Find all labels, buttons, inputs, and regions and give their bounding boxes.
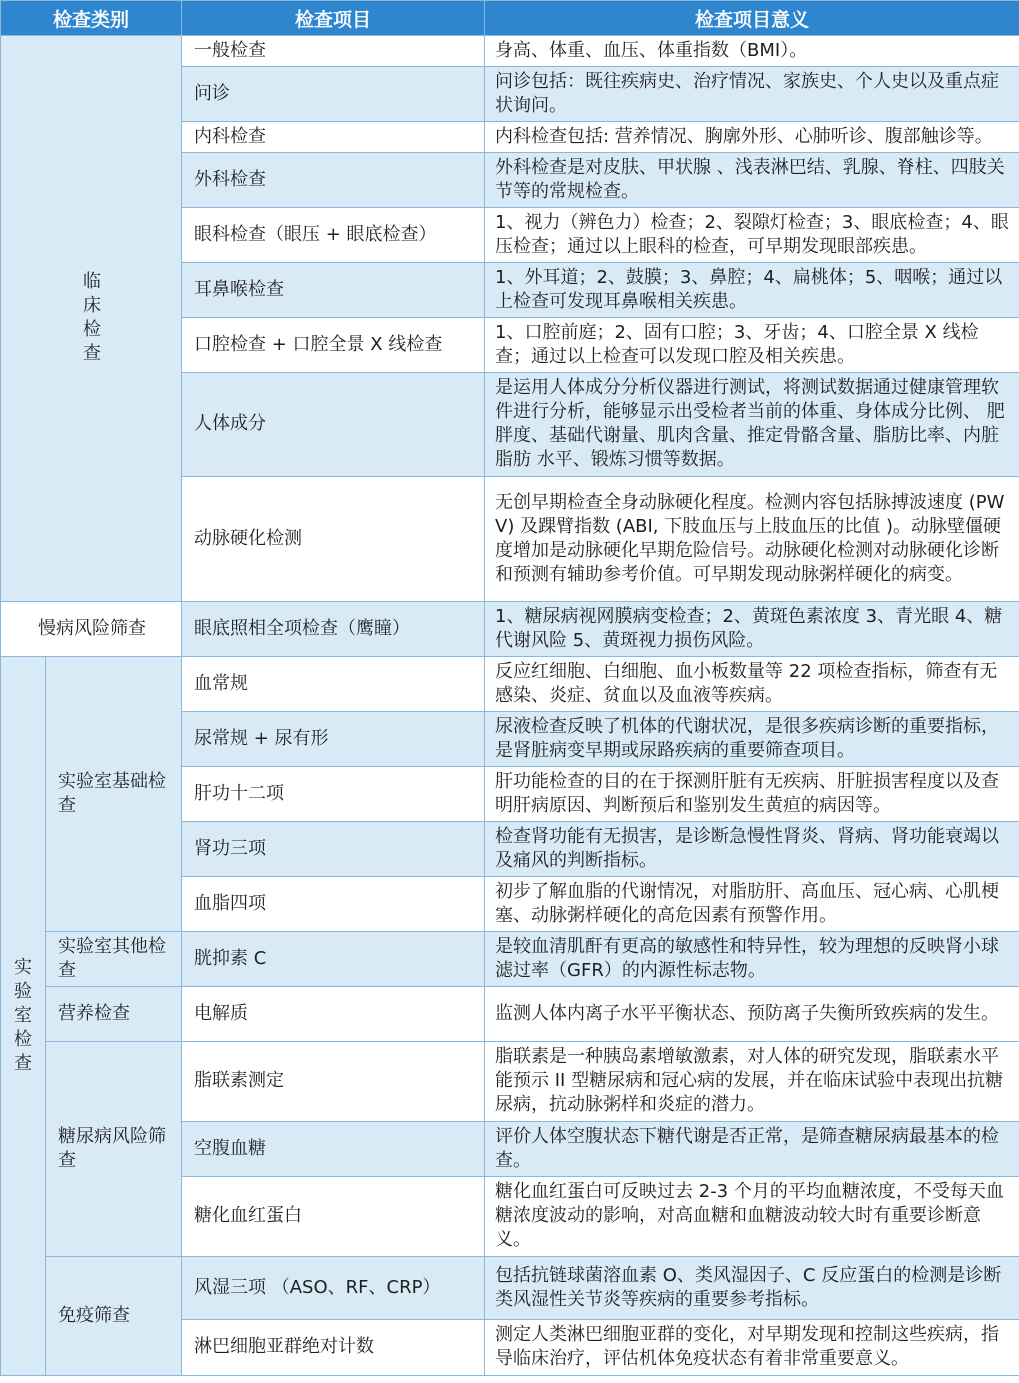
meaning-cell: 问诊包括：既往疾病史、治疗情况、家族史、个人史以及重点症状询问。	[485, 67, 1019, 122]
item-cell: 肝功十二项	[182, 767, 485, 822]
item-cell: 糖化血红蛋白	[182, 1177, 485, 1257]
item-cell: 空腹血糖	[182, 1122, 485, 1177]
table-row	[1, 602, 1019, 657]
header-meaning: 检查项目意义	[485, 1, 1019, 36]
item-cell: 尿常规 + 尿有形	[182, 712, 485, 767]
subcategory-diabetes: 糖尿病风险筛查	[46, 1042, 182, 1257]
table-row	[1, 36, 1019, 67]
meaning-cell: 尿液检查反映了机体的代谢状况，是很多疾病诊断的重要指标，是肾脏病变早期或尿路疾病的重要筛查项目。	[485, 712, 1019, 767]
subcategory-immune: 免疫筛查	[46, 1257, 182, 1376]
table-row	[1, 1042, 1019, 1122]
item-cell: 血常规	[182, 657, 485, 712]
meaning-cell: 内科检查包括: 营养情况、胸廓外形、心肺听诊、腹部触诊等。	[485, 122, 1019, 153]
meaning-cell: 初步了解血脂的代谢情况，对脂肪肝、高血压、冠心病、心肌梗塞、动脉粥样硬化的高危因素有预警作用。	[485, 877, 1019, 932]
meaning-cell: 外科检查是对皮肤、甲状腺 、浅表淋巴结、乳腺、脊柱、四肢关节等的常规检查。	[485, 153, 1019, 208]
category-lab: 实验室检查	[1, 657, 46, 1376]
item-cell: 胱抑素 C	[182, 932, 485, 987]
table-header	[1, 1, 1019, 36]
item-cell: 动脉硬化检测	[182, 477, 485, 602]
item-cell: 耳鼻喉检查	[182, 263, 485, 318]
item-cell: 肾功三项	[182, 822, 485, 877]
table-row	[1, 987, 1019, 1042]
meaning-cell: 测定人类淋巴细胞亚群的变化，对早期发现和控制这些疾病，指导临床治疗，评估机体免疫状态有着非常重要意义。	[485, 1320, 1019, 1376]
item-cell: 风湿三项 （ASO、RF、CRP）	[182, 1257, 485, 1320]
item-cell: 人体成分	[182, 373, 485, 477]
category-clinical: 临床检查	[1, 36, 182, 602]
meaning-cell: 是运用人体成分分析仪器进行测试，将测试数据通过健康管理软件进行分析，能够显示出受检者当前的体重、身体成分比例、 肥胖度、基础代谢量、肌肉含量、推定骨骼含量、脂肪比率、内脏脂肪 水平、锻炼习惯等数据。	[485, 373, 1019, 477]
meaning-cell: 1、视力（辨色力）检查；2、裂隙灯检查；3、眼底检查；4、眼压检查；通过以上眼科的检查，可早期发现眼部疾患。	[485, 208, 1019, 263]
meaning-cell: 包括抗链球菌溶血素 O、类风湿因子、C 反应蛋白的检测是诊断类风湿性关节炎等疾病的重要参考指标。	[485, 1257, 1019, 1320]
item-cell: 问诊	[182, 67, 485, 122]
item-cell: 脂联素测定	[182, 1042, 485, 1122]
meaning-cell: 反应红细胞、白细胞、血小板数量等 22 项检查指标，筛查有无感染、炎症、贫血以及血液等疾病。	[485, 657, 1019, 712]
table-row	[1, 1257, 1019, 1320]
subcategory-lab-basic: 实验室基础检查	[46, 657, 182, 932]
item-cell: 眼科检查（眼压 + 眼底检查）	[182, 208, 485, 263]
meaning-cell: 1、外耳道；2、鼓膜；3、鼻腔；4、扁桃体；5、咽喉；通过以上检查可发现耳鼻喉相关疾患。	[485, 263, 1019, 318]
item-cell: 淋巴细胞亚群绝对计数	[182, 1320, 485, 1376]
subcategory-lab-other: 实验室其他检查	[46, 932, 182, 987]
meaning-cell: 无创早期检查全身动脉硬化程度。检测内容包括脉搏波速度 (PWV) 及踝臂指数 (ABI, 下肢血压与上肢血压的比值 )。动脉壁僵硬度增加是动脉硬化早期危险信号。动脉硬化检测对动脉硬化诊断和预测有辅助参考价值。可早期发现动脉粥样硬化的病变。	[485, 477, 1019, 602]
category-chronic: 慢病风险筛查	[1, 602, 182, 657]
item-cell: 眼底照相全项检查（鹰瞳）	[182, 602, 485, 657]
meaning-cell: 身高、体重、血压、体重指数（BMI）。	[485, 36, 1019, 67]
meaning-cell: 脂联素是一种胰岛素增敏激素，对人体的研究发现，脂联素水平能预示 II 型糖尿病和冠心病的发展，并在临床试验中表现出抗糖尿病，抗动脉粥样和炎症的潜力。	[485, 1042, 1019, 1122]
item-cell: 一般检查	[182, 36, 485, 67]
table-row	[1, 932, 1019, 987]
meaning-cell: 评价人体空腹状态下糖代谢是否正常，是筛查糖尿病最基本的检查。	[485, 1122, 1019, 1177]
meaning-cell: 糖化血红蛋白可反映过去 2-3 个月的平均血糖浓度，不受每天血糖浓度波动的影响，对高血糖和血糖波动较大时有重要诊断意义。	[485, 1177, 1019, 1257]
item-cell: 电解质	[182, 987, 485, 1042]
table-row	[1, 657, 1019, 712]
header-category: 检查类别	[1, 1, 182, 36]
header-item: 检查项目	[182, 1, 485, 36]
subcategory-nutrition: 营养检查	[46, 987, 182, 1042]
item-cell: 口腔检查 + 口腔全景 X 线检查	[182, 318, 485, 373]
item-cell: 外科检查	[182, 153, 485, 208]
meaning-cell: 监测人体内离子水平平衡状态、预防离子失衡所致疾病的发生。	[485, 987, 1019, 1042]
meaning-cell: 1、糖尿病视网膜病变检查；2、黄斑色素浓度 3、青光眼 4、糖代谢风险 5、黄斑视力损伤风险。	[485, 602, 1019, 657]
meaning-cell: 肝功能检查的目的在于探测肝脏有无疾病、肝脏损害程度以及查明肝病原因、判断预后和鉴别发生黄疸的病因等。	[485, 767, 1019, 822]
meaning-cell: 1、口腔前庭；2、固有口腔；3、牙齿；4、口腔全景 X 线检查；通过以上检查可以发现口腔及相关疾患。	[485, 318, 1019, 373]
meaning-cell: 检查肾功能有无损害，是诊断急慢性肾炎、肾病、肾功能衰竭以及痛风的判断指标。	[485, 822, 1019, 877]
item-cell: 血脂四项	[182, 877, 485, 932]
meaning-cell: 是较血清肌酐有更高的敏感性和特异性，较为理想的反映肾小球滤过率（GFR）的内源性标志物。	[485, 932, 1019, 987]
item-cell: 内科检查	[182, 122, 485, 153]
